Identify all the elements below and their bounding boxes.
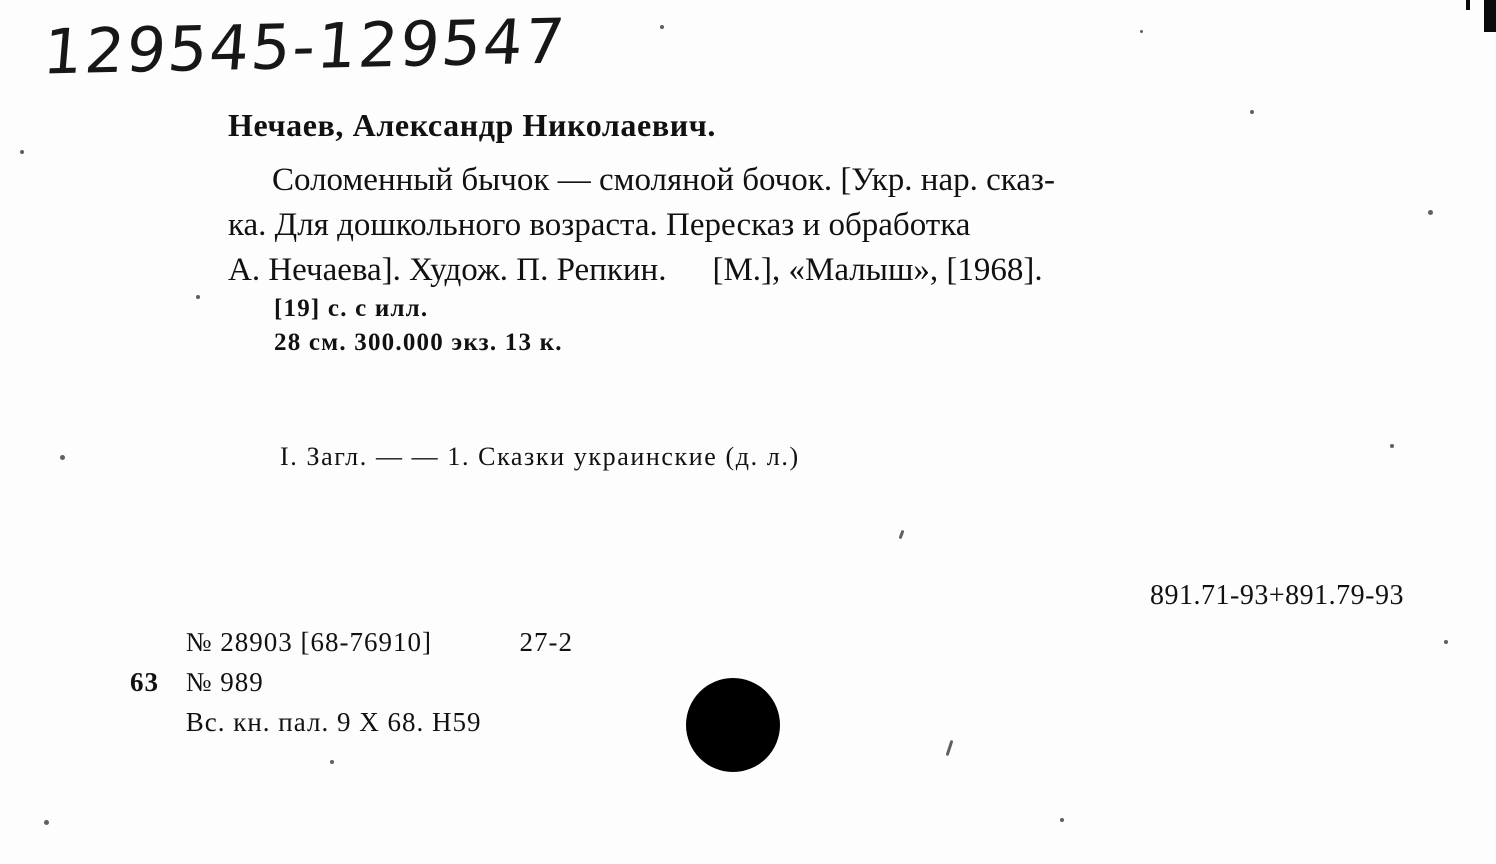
author-heading: Нечаев, Александр Николаевич.	[228, 107, 716, 143]
record-code: 27-2	[519, 627, 573, 657]
scan-speck	[1428, 210, 1433, 215]
collation-line-2: 28 см. 300.000 экз. 13 к.	[274, 329, 563, 356]
scan-speck	[899, 530, 905, 539]
scan-speck	[1060, 818, 1064, 822]
scan-speck	[1250, 110, 1254, 114]
footer-row-imprint	[130, 702, 573, 742]
footer-row-catalog	[130, 662, 573, 702]
accession-number-handwritten: 129545-129547	[40, 4, 570, 89]
imprint-line: Вс. кн. пал. 9 X 68. Н59	[185, 707, 482, 737]
ink-blot	[686, 678, 780, 772]
footer-block	[130, 622, 573, 742]
title-line-3b: [М.], «Малыш», [1968].	[712, 252, 1043, 288]
scan-speck	[330, 760, 334, 764]
class-number: 63	[130, 667, 159, 697]
scan-speck	[60, 455, 65, 460]
scan-speck	[1140, 30, 1143, 33]
scan-speck	[946, 740, 954, 756]
title-line-3a: А. Нечаева]. Худож. П. Репкин.	[228, 252, 667, 288]
line-spacer	[666, 248, 712, 293]
scan-speck	[660, 25, 664, 29]
scan-edge-marker	[1484, 0, 1496, 32]
scan-speck	[1444, 640, 1448, 644]
scan-speck	[1390, 444, 1394, 448]
catalog-number: № 989	[185, 667, 264, 697]
title-line-3	[228, 248, 1396, 293]
title-statement	[228, 158, 1396, 293]
title-line-1: Соломенный бычок — смоляной бочок. [Укр. нар. сказ-	[272, 162, 1055, 198]
collation-line-1: [19] с. с илл.	[274, 295, 429, 322]
udc-classification: 891.71-93+891.79-93	[1150, 580, 1404, 611]
footer-row-record	[130, 622, 573, 662]
scan-speck	[44, 820, 49, 825]
collation-block	[274, 292, 563, 360]
record-number: № 28903 [68-76910]	[185, 627, 432, 657]
scan-speck	[196, 295, 200, 299]
scan-edge-marker-secondary	[1466, 0, 1470, 10]
scan-speck	[20, 150, 24, 154]
tracings-line: I. Загл. — — 1. Сказки украинские (д. л.)	[280, 442, 800, 471]
title-line-2: ка. Для дошкольного возраста. Пересказ и обработка	[228, 207, 971, 243]
